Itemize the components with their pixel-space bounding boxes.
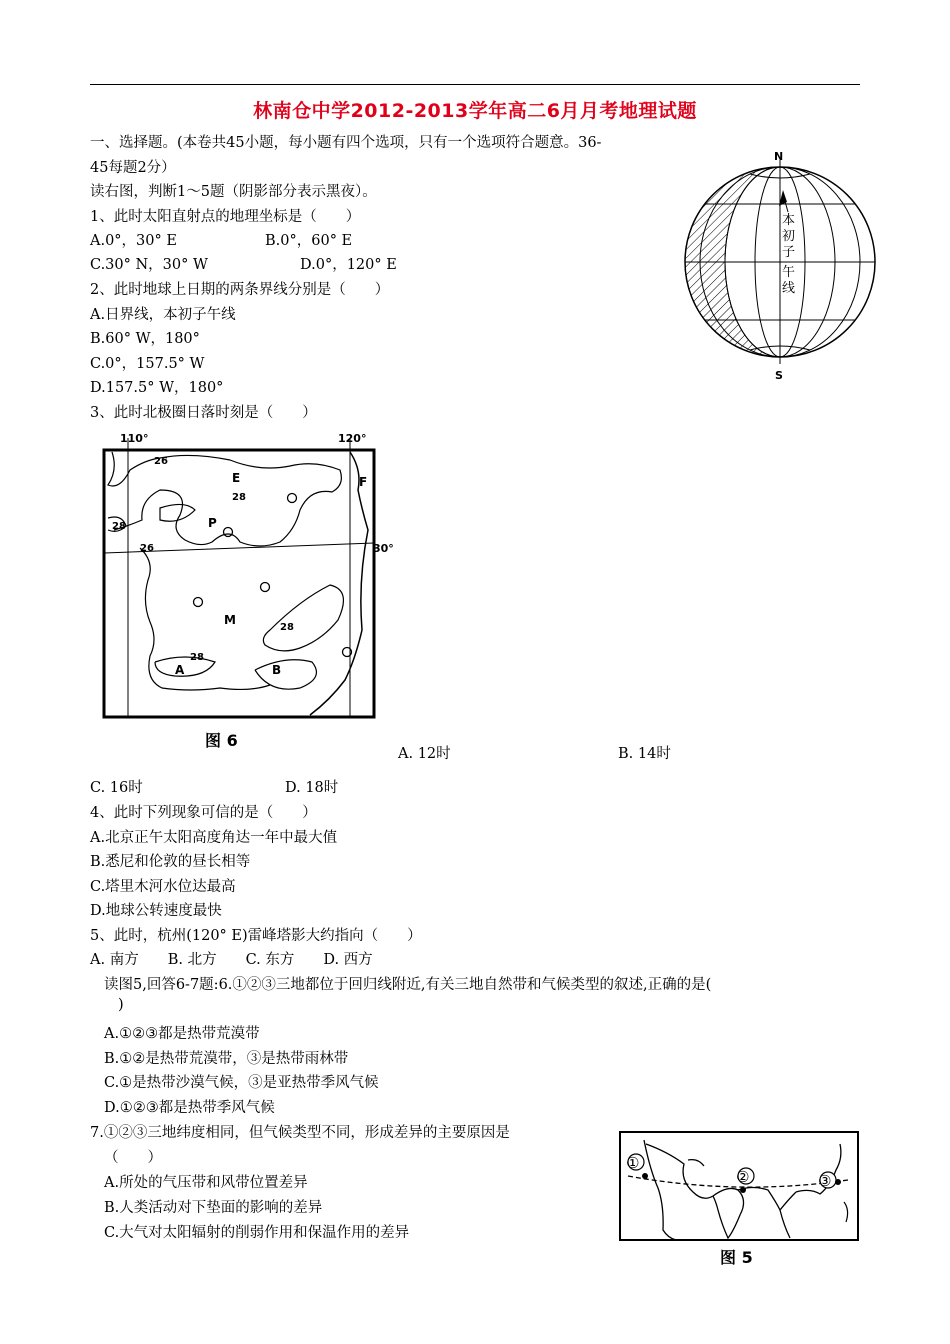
figure-5-map: [618, 1130, 863, 1270]
india-coast: [713, 1188, 744, 1238]
contour-label-28a: 28: [232, 492, 246, 503]
map-label-e: E: [232, 471, 241, 485]
location-marker-2: ②: [736, 1168, 750, 1186]
map-label-p: P: [208, 516, 217, 530]
q1-option-b: B.0°，60° E: [265, 233, 353, 249]
lon-110-label: 110°: [120, 432, 149, 445]
q2-option-a: A.日界线，本初子午线: [90, 307, 236, 323]
q3-option-a: A. 12时: [398, 746, 451, 762]
q6-option-d: D.①②③都是热带季风气候: [104, 1100, 275, 1116]
q1-option-c: C.30° N，30° W: [90, 257, 208, 273]
question-6-cont: ): [118, 997, 124, 1013]
contour-label-26a: 26: [154, 456, 168, 467]
section-heading: 一、选择题。(本卷共45小题，每小题有四个选项，只有一个选项符合题意。36-: [90, 135, 602, 151]
q1-option-a: A.0°，30° E: [90, 233, 177, 249]
q5-options: A. 南方 B. 北方 C. 东方 D. 西方: [90, 952, 373, 968]
section-heading-cont: 45每题2分）: [90, 160, 176, 176]
q3-option-d: D. 18时: [285, 780, 339, 796]
lat-30-label: 30°: [373, 542, 394, 555]
contour-label-26b: 26: [140, 543, 154, 554]
page-title: 林南仓中学2012-2013学年高二6月月考地理试题: [253, 100, 697, 122]
q7-option-c: C.大气对太阳辐射的削弱作用和保温作用的差异: [104, 1225, 410, 1241]
q2-option-c: C.0°，157.5° W: [90, 356, 205, 372]
meridian-label-3: 子: [782, 245, 796, 260]
question-1: 1、此时太阳直射点的地理坐标是（ ）: [90, 209, 361, 225]
contour-label-28c: 28: [280, 622, 294, 633]
map-label-m: M: [224, 613, 236, 627]
figure-6-caption: 图 6: [205, 731, 238, 750]
q6-option-b: B.①②是热带荒漠带，③是热带雨林带: [104, 1051, 349, 1067]
meridian-label-2: 初: [782, 229, 796, 244]
q4-option-d: D.地球公转速度最快: [90, 903, 222, 919]
question-4: 4、此时下列现象可信的是（ ）: [90, 805, 317, 821]
q4-option-a: A.北京正午太阳高度角达一年中最大值: [90, 830, 338, 846]
meridian-label-5: 线: [782, 281, 796, 296]
intro-text: 读右图，判断1～5题（阴影部分表示黑夜）。: [90, 184, 377, 200]
q7-option-b: B.人类活动对下垫面的影响的差异: [104, 1200, 323, 1216]
question-7-cont: （ ）: [104, 1150, 162, 1166]
figure-5-caption: 图 5: [720, 1248, 753, 1267]
q3-option-c: C. 16时: [90, 780, 143, 796]
globe-north-label: N: [774, 150, 784, 163]
location-marker-3: ③: [818, 1172, 832, 1190]
q2-option-d: D.157.5° W，180°: [90, 380, 224, 396]
globe-diagram: [675, 150, 885, 385]
question-2: 2、此时地球上日期的两条界线分别是（ ）: [90, 282, 390, 298]
contour-label-28d: 28: [190, 652, 204, 663]
q1-option-d: D.0°，120° E: [300, 257, 397, 273]
map-label-f: F: [359, 475, 368, 489]
globe-south-label: S: [775, 369, 783, 382]
q6-option-c: C.①是热带沙漠气候，③是亚热带季风气候: [104, 1075, 379, 1091]
q4-option-b: B.悉尼和伦敦的昼长相等: [90, 854, 251, 870]
location-marker-1: ①: [626, 1154, 640, 1172]
lon-120-label: 120°: [338, 432, 367, 445]
question-6: 读图5,回答6-7题:6.①②③三地都位于回归线附近,有关三地自然带和气候类型的叙述,正确的是(: [104, 977, 712, 993]
contour-label-28b: 28: [112, 521, 126, 532]
coastline: [310, 452, 368, 715]
q7-option-a: A.所处的气压带和风带位置差异: [104, 1175, 308, 1191]
meridian-label-1: 本: [782, 213, 796, 228]
question-7: 7.①②③三地纬度相同，但气候类型不同，形成差异的主要原因是: [90, 1125, 510, 1141]
map-label-a: A: [175, 663, 185, 677]
map-frame: [104, 450, 374, 717]
q4-option-c: C.塔里木河水位达最高: [90, 879, 236, 895]
q3-option-b: B. 14时: [618, 746, 671, 762]
question-5: 5、此时，杭州(120° E)雷峰塔影大约指向（ ）: [90, 928, 422, 944]
figure-6-map: [100, 430, 394, 755]
q6-option-a: A.①②③都是热带荒漠带: [104, 1026, 260, 1042]
meridian-label-4: 午: [782, 265, 796, 280]
question-3: 3、此时北极圈日落时刻是（ ）: [90, 405, 317, 421]
map-label-b: B: [272, 663, 282, 677]
header-rule: [90, 84, 860, 85]
q2-option-b: B.60° W，180°: [90, 331, 200, 347]
